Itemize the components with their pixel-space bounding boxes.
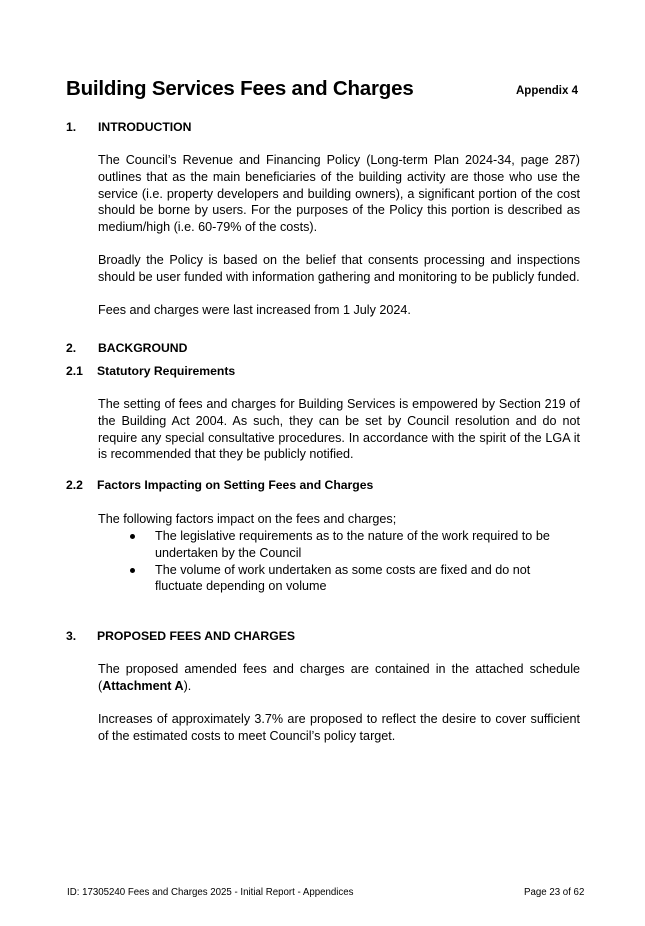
subsection-2-2-intro: The following factors impact on the fees and charges;: [98, 512, 397, 526]
bullet-dot-icon: [130, 534, 135, 539]
subsection-2-2-number: 2.2: [66, 478, 83, 492]
section-1-number: 1.: [66, 120, 77, 134]
bullet-dot-icon: [130, 568, 135, 573]
section-3-heading: PROPOSED FEES AND CHARGES: [97, 629, 295, 643]
footer-page-number: Page 23 of 62: [524, 887, 585, 898]
section-3-paragraph-2: Increases of approximately 3.7% are proposed to reflect the desire to cover sufficient of the estimated costs to meet Council’s policy target.: [98, 712, 580, 743]
bullet-text: The volume of work undertaken as some costs are fixed and do not fluctuate depending on volume: [155, 562, 531, 594]
subsection-2-1-number: 2.1: [66, 364, 83, 378]
page-title: Building Services Fees and Charges: [66, 77, 414, 100]
section-3-number: 3.: [66, 629, 77, 643]
bullet-text: The legislative requirements as to the nature of the work required to be undertaken by the Council: [155, 529, 550, 560]
section-3-paragraph-1-text: The proposed amended fees and charges are contained in the attached schedule (: [98, 662, 580, 693]
section-3-paragraph-1-end: ).: [183, 678, 192, 693]
factors-bullet-list: [128, 528, 580, 595]
section-1-heading: INTRODUCTION: [98, 120, 192, 134]
subsection-2-2-heading: Factors Impacting on Setting Fees and Charges: [97, 478, 374, 492]
section-1-paragraph-1: The Council’s Revenue and Financing Policy (Long-term Plan 2024-34, page 287) outlines that as the main beneficiaries of the building activity are those who use the service (i.e. property developers and building owners), a significant portion of the cost should be borne by users. For the purposes of the Policy this portion is described as medium/high (i.e. 60-79% of the costs).: [98, 153, 580, 235]
section-1-paragraph-3: Fees and charges were last increased from 1 July 2024.: [98, 303, 411, 317]
appendix-label: Appendix 4: [516, 85, 578, 97]
footer-document-id: ID: 17305240 Fees and Charges 2025 - Initial Report - Appendices: [67, 887, 354, 898]
section-2-number: 2.: [66, 341, 77, 355]
subsection-2-1-heading: Statutory Requirements: [97, 364, 236, 378]
section-3-paragraph-1: [98, 661, 580, 695]
subsection-2-1-paragraph: The setting of fees and charges for Building Services is empowered by Section 219 of the Building Act 2004. As such, they can be set by Council resolution and do not require any special consultative procedures. In accordance with the spirit of the LGA it is recommended that they be publicly notified.: [98, 397, 580, 462]
section-2-heading: BACKGROUND: [98, 341, 188, 355]
bullet-item: [128, 528, 580, 562]
attachment-reference: Attachment A: [102, 678, 184, 693]
section-1-paragraph-2: Broadly the Policy is based on the belief that consents processing and inspections should be user funded with information gathering and monitoring to be publicly funded.: [98, 253, 580, 284]
bullet-item: [128, 562, 580, 596]
